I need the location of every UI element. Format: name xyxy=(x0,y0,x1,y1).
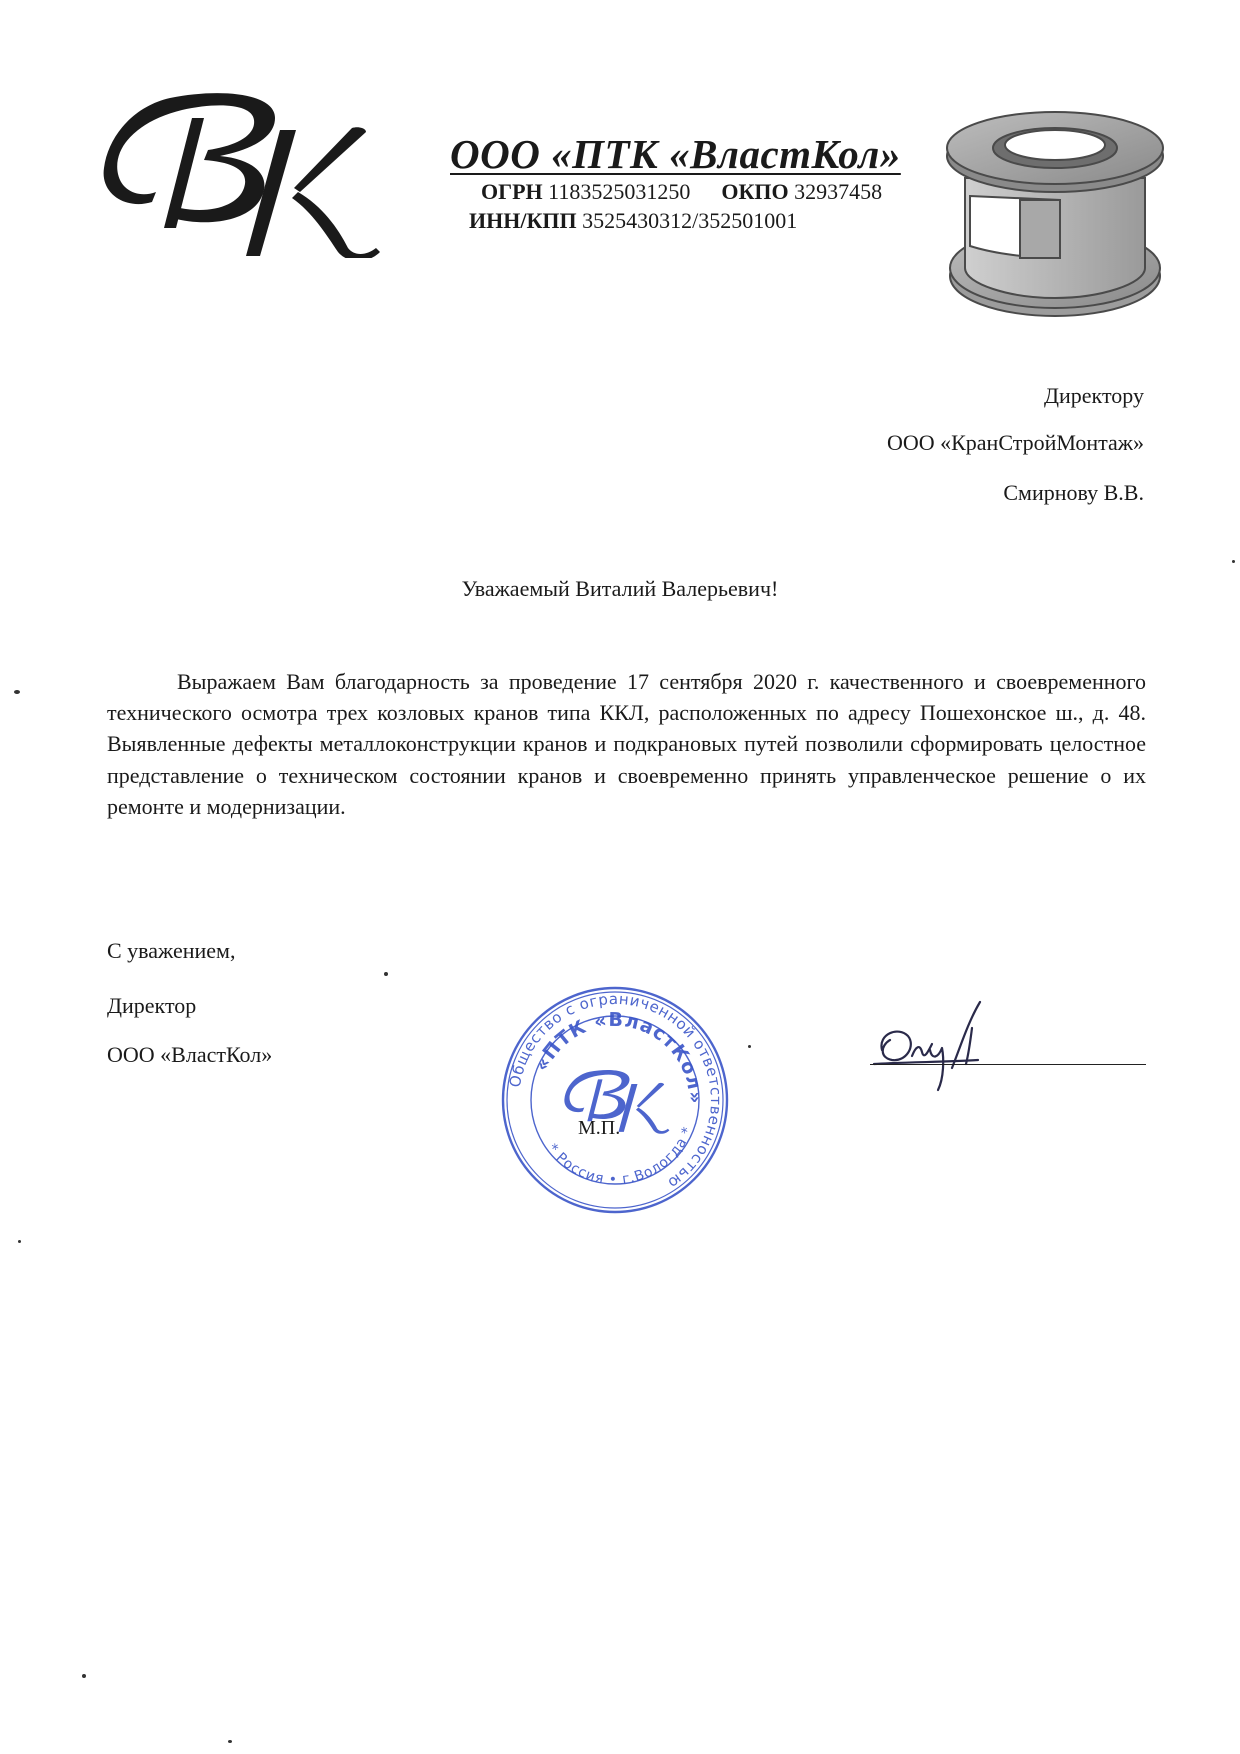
scan-speck xyxy=(82,1674,86,1678)
stamp-ring-text: Общество с ограниченной ответственностью xyxy=(505,989,726,1193)
company-name: ООО «ПТК «ВластКол» xyxy=(450,131,901,177)
company-stamp xyxy=(495,980,735,1220)
signatory-position: Директор xyxy=(107,993,197,1018)
stamp-footer-text: * Россия • г.Вологда * xyxy=(543,1124,697,1189)
inn-kpp-value: 3525430312/352501001 xyxy=(582,208,798,233)
scan-speck xyxy=(14,690,20,694)
letter-body-paragraph: Выражаем Вам благодарность за проведение 17 сентября 2020 г. качественного и своевременного технического осмотра трех козловых кранов типа ККЛ, расположенных по адресу Пошехонское ш., д. 48. Выявленные дефекты металлоконструкции кранов и подкрановых путей позволили сформировать целостное представление о техническом состоянии кранов и своевременно принять управленческое решение о их ремонте и модернизации. xyxy=(107,669,1146,819)
stamp-company-text: «ПТК «ВластКол» xyxy=(530,1008,707,1105)
salutation: Уважаемый Виталий Валерьевич! xyxy=(461,576,779,601)
registration-line-inn-kpp xyxy=(469,208,797,234)
okpo-value: 32937458 xyxy=(794,179,883,204)
scan-speck xyxy=(228,1740,232,1743)
addressee-name: Смирнову В.В. xyxy=(1003,480,1144,505)
scan-speck xyxy=(384,972,388,976)
ogrn-label: ОГРН xyxy=(481,179,543,204)
scan-speck xyxy=(748,1045,751,1048)
okpo-label: ОКПО xyxy=(721,179,789,204)
ogrn-value: 1183525031250 xyxy=(548,179,691,204)
registration-line-ogrn-okpo xyxy=(481,179,882,205)
seal-place-label: М.П. xyxy=(578,1117,621,1139)
inn-kpp-label: ИНН/КПП xyxy=(469,208,577,233)
closing-regards: С уважением, xyxy=(107,938,236,963)
product-coil-logo xyxy=(940,108,1170,328)
addressee-company: ООО «КранСтройМонтаж» xyxy=(886,430,1144,455)
scan-speck xyxy=(1232,560,1235,563)
company-monogram-logo xyxy=(100,88,390,258)
addressee-position: Директору xyxy=(1044,383,1144,408)
signatory-company: ООО «ВластКол» xyxy=(107,1042,273,1067)
director-signature xyxy=(868,998,1148,1098)
scan-speck xyxy=(18,1240,21,1243)
signature-line xyxy=(870,1064,1146,1065)
